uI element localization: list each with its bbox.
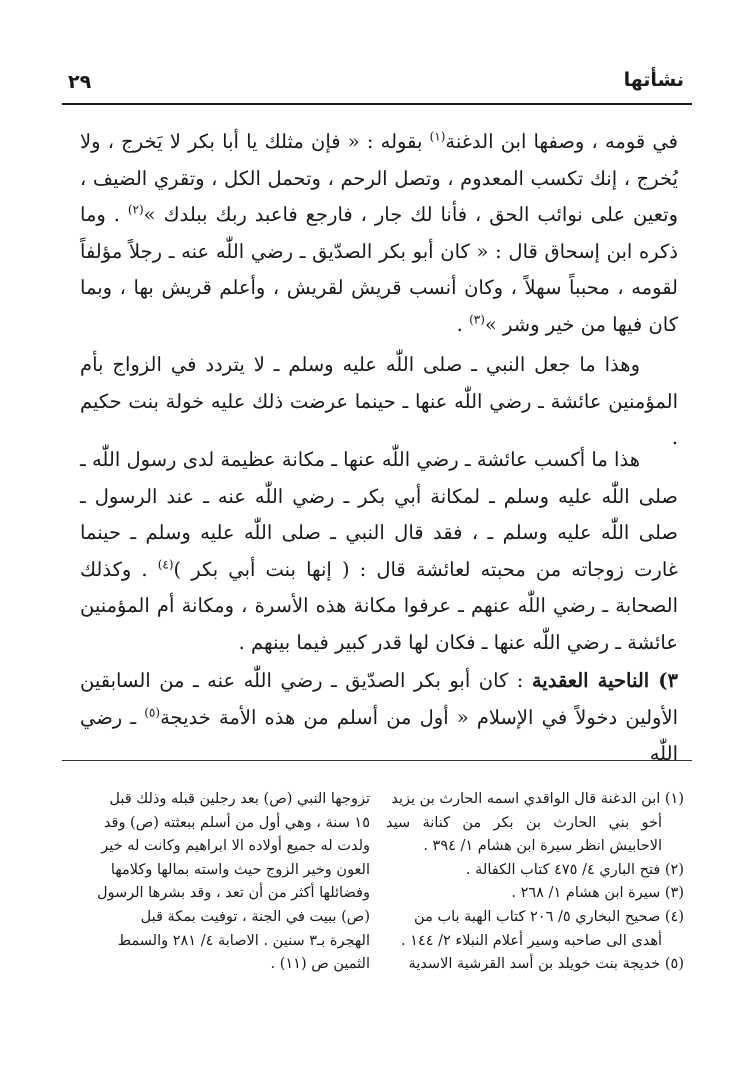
footnote-line: (١) ابن الدغنة قال الواقدي اسمه الحارث بن يزيد	[391, 791, 684, 807]
footnote-ref-4: (٤)	[157, 557, 174, 571]
page-number: ٢٩	[68, 71, 92, 93]
footnote-line: الهجرة بـ٣ سنين . الاصابة ٤/ ٢٨١ والسمط	[117, 932, 370, 949]
footnote-line: (٢) فتح الباري ٤/ ٤٧٥ كتاب الكفالة .	[465, 861, 684, 878]
footnote-line: (٣) سيرة ابن هشام ١/ ٢٦٨ .	[511, 885, 684, 902]
footnote-divider	[62, 760, 692, 761]
paragraph-1-text-b: بقوله : « فإن مثلك يا أبا بكر لا يَخرج ، ولا يُخرج ، إنك تكسب المعدوم ، وتصل الرحم ، وتحمل الكل ، وتقري الضيف ، وتعين على نوائب الحق ، فأنا لك جار ، فارجع فاعبد ربك ببلدك »	[80, 130, 679, 226]
footnote-line: أخو بني الحارث بن بكر من كنانة سيد	[386, 814, 662, 831]
paragraph-1	[80, 124, 678, 343]
footnote-line: (٤) صحيح البخاري ٥/ ٢٠٦ كتاب الهبة باب من	[414, 908, 684, 925]
footnote-line: ولدت له جميع أولاده الا ابراهيم وكانت له خير	[101, 838, 370, 855]
footnote-ref-2: (٢)	[127, 202, 144, 217]
paragraph-4-text-a: : كان أبو بكر الصدّيق ـ رضي اللّٰه عنه ـ من السابقين الأولين دخولاً في الإسلام « أول من أسلم من هذه الأمة خديجة	[80, 669, 678, 729]
footnote-line: وفضائلها أكثر من أن تعد ، وقد بشرها الرسول	[96, 885, 370, 902]
paragraph-3	[80, 442, 678, 661]
paragraph-1-text-d: .	[456, 312, 470, 336]
paragraph-3-text-b: . وكذلك الصحابة ـ رضي اللّٰه عنهم ـ عرفوا مكانة هذه الأسرة ، ومكانة أم المؤمنين عائشة ـ رضي اللّٰه عنها ـ فكان لها قدر كبير فيما بينهم .	[80, 557, 678, 654]
paragraph-3-text-a: هذا ما أكسب عائشة ـ رضي اللّٰه عنها ـ مكانة عظيمة لدى رسول اللّٰه ـ صلى اللّٰه عليه وسلم ـ لمكانة أبي بكر ـ رضي اللّٰه عنه ـ عند الرسول ـ صلى اللّٰه عليه وسلم ـ ، فقد قال النبي ـ صلى اللّٰه عليه وسلم ـ حينما غارت زوجاته من محبته لعائشة قال : ( إنها بنت أبي بكر )	[80, 448, 678, 581]
footnote-line: (ص) ببيت في الجنة ، توفيت بمكة قبل	[140, 908, 370, 925]
section-heading-doctrinal: ٣) الناحية العقدية	[531, 669, 679, 692]
footnotes-right-column	[386, 788, 684, 977]
footnote-line: الاحابيش انظر سيرة ابن هشام ١/ ٣٩٤ .	[423, 838, 662, 855]
paragraph-4	[80, 663, 678, 773]
footnote-ref-1: (١)	[429, 129, 446, 144]
footnote-ref-3: (٣)	[469, 312, 485, 326]
paragraph-1-text-a: في قومه ، وصفها ابن الدغنة	[445, 130, 679, 153]
footnotes-left-column	[72, 788, 370, 977]
paragraph-1-text-c: . وما ذكره ابن إسحاق قال : « كان أبو بكر الصدّيق ـ رضي اللّٰه عنه ـ رجلاً مؤلفاً لقومه ، محبباً سهلاً ، وكان أنسب قريش لقريش ، وأعلم قريش بها ، وبما كان فيها من خير وشر »	[80, 203, 678, 336]
running-title: نشأتها	[623, 69, 684, 91]
paragraph-2: وهذا ما جعل النبي ـ صلى اللّٰه عليه وسلم ـ لا يتردد في الزواج بأم المؤمنين عائشة ـ رضي اللّٰه عنها ـ حينما عرضت ذلك عليه خولة بنت حكيم .	[80, 353, 678, 449]
footnote-line: العون وخير الزوج حيث واسته بمالها وكلامها	[110, 861, 370, 878]
footnote-line: الثمين ص (١١) .	[270, 956, 370, 973]
footnote-ref-5: (٥)	[144, 705, 161, 719]
header-divider	[62, 103, 692, 105]
footnote-line: أهدى الى صاحبه وسير أعلام النبلاء ٢/ ١٤٤ .	[400, 932, 662, 949]
footnote-line: ١٥ سنة ، وهي أول من أسلم ببعثته (ص) وقد	[103, 814, 370, 831]
footnote-line: تزوجها النبي (ص) بعد رجلين قبله وذلك قبل	[109, 791, 370, 807]
footnote-line: (٥) خديجة بنت خويلد بن أسد القرشية الاسدية	[408, 956, 684, 973]
paragraph-4-text-b: ـ رضي اللّٰه	[80, 705, 678, 765]
